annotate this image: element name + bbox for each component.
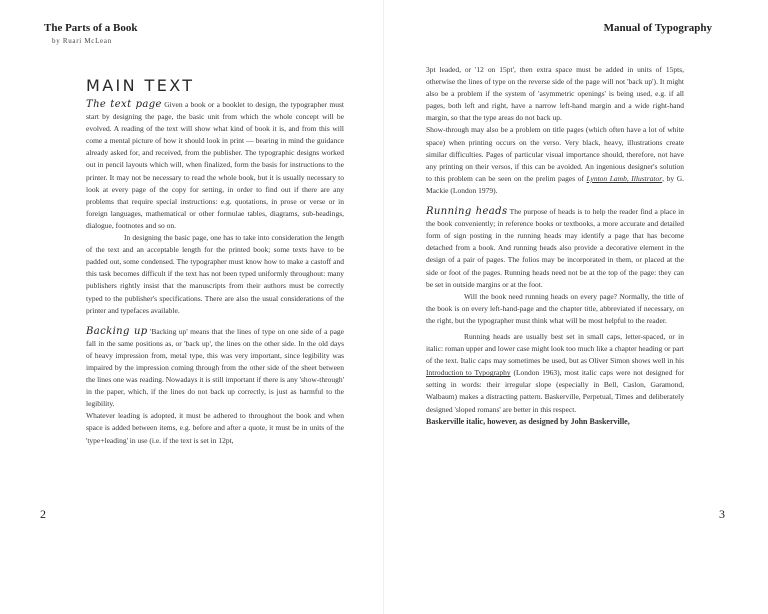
subheading-running-heads: Running heads [426, 206, 508, 218]
book-title-reference-2: Introduction to Typography [426, 368, 511, 378]
show-through-paragraph [426, 124, 684, 197]
running-head-right: Manual of Typography [603, 22, 712, 34]
subheading-backing-up: Backing up [86, 325, 148, 337]
page-number-left: 2 [40, 507, 46, 521]
running-head-left: The Parts of a Book [44, 22, 138, 34]
section-heading: MAIN TEXT [86, 76, 195, 95]
left-page-column [86, 76, 344, 447]
text-page-body: Given a book or a booklet to design, the typographer must start by designing the page, the basic unit from which the whole concept will be evolved. A reading of the text will show what kind of book it is, and from this will come a mental picture of how it should look in print — bearing in mind the guidance already asked for, and received, from the publisher. The typographic designs worked out in pencil layouts which will, when finalized, form the basis for instructions to the printer. It may not be necessary to read the whole book, but it is usually necessary to look at every page of the copy for setting, in order to find out if there are any problems that require special instructions: e.g. quotations, in prose or verse or in foreign languages, mathematical or other formulae tables, diagrams, sub-headings, dialogue, footnotes and so on. [86, 100, 344, 230]
subheading-text-page: The text page [86, 99, 162, 110]
basic-page-paragraph: In designing the basic page, one has to take into consideration the length of the text and an acceptable length for the printed book; some texts have to be padded out, some condensed. The typographer must know how to make a castoff and this task becomes difficult if the text has not been typed uniformly throughout: many publishers rightly insist that the manuscripts from their authors must be correctly typed to the publisher's specifications. There are also the usual considerations of the printer and typefaces available. [86, 233, 344, 315]
gutter-divider [383, 0, 384, 614]
spacer [86, 317, 344, 326]
every-page-paragraph: Will the book need running heads on every page? Normally, the title of the book is on every left-hand-page and the chapter title, abbreviated if necessary, on the right, but the typographer must think what will be most helpful to the reader. [426, 291, 684, 325]
spacer [426, 197, 684, 206]
show-through-text: Show-through may also be a problem on title pages (which often have a lot of white space) when printing occurs on the verso. Very black, heavy, illustrations create similar difficulties. Pages of particular visual importance should, therefore, not have any printing on their versos, if this can be avoided. An ingenious designer's solution to this problem can be seen on the prelim pages of [426, 125, 684, 183]
right-page-column [426, 64, 684, 428]
small-caps-text-end: (London 1963), most italic caps were not designed for setting in words: their irregular slope (especially in Bell, Caslon, Garamond, Walbaum) makes a distracting pattern. Baskerville, Perpetual, Times and deliberately designed 'sloped romans' are better in this respect. [426, 368, 684, 414]
running-heads-paragraph [426, 206, 684, 291]
continuation-paragraph: 3pt leaded, or '12 on 15pt', then extra space must be added in units of 15pts, otherwise the lines of type on the reverse side of the page will not 'back up'). It might also be a problem if the system of 'asymmetric openings' is being used, e.g. if all pages, both left and right, have a narrow left-hand margin and a wide right-hand margin, so that the type areas do not back up. [426, 65, 684, 123]
backing-up-paragraph [86, 326, 344, 411]
leading-paragraph: Whatever leading is adopted, it must be adhered to throughout the book and when space is added between items, e.g. before and after a quote, it must be in units of the 'type+leading' in use (i.e. if the text is set in 12pt, [86, 411, 344, 445]
baskerville-line: Baskerville italic, however, as designed by John Baskerville, [426, 416, 630, 426]
small-caps-paragraph [426, 331, 684, 416]
backing-up-body: 'Backing up' means that the lines of type on one side of a page fall in the same positions as, or 'back up', the lines on the other side. In the old days of heavy impression from, metal type, this was very important, since legibility was impaired by the impression coming through from the other side of the sheet between the lines one was reading. Nowadays it is still important if there is any 'show-through' in the paper, which, if the lines do not back up correctly, is just as harmful to the legibility. [86, 326, 344, 409]
show-through-text-end: , by G. Mackie (London 1979). [426, 173, 684, 195]
running-head-author: by Ruari McLean [52, 37, 112, 45]
text-page-paragraph [86, 99, 344, 232]
running-heads-body: The purpose of heads is to help the reader find a place in the book conveniently; in reference books or textbooks, a more accurate and detailed form of sign posting in the running heads may identify a page that has become detached from a book. And running heads also provide a decorative element in the design of a pair of pages. The folios may be incorporated in them, or placed at the side or foot of the pages. Running heads need not be at the top of the page: they can be set in outside margins or at the foot. [426, 207, 684, 289]
page-number-right: 3 [719, 507, 725, 521]
book-title-reference: Lynton Lamb, Illustrator [586, 173, 663, 183]
small-caps-text: Running heads are usually best set in small caps, letter-spaced, or in italic: roman upper and lower case might look too much like a chapter heading or part of the text. Italic caps may sometimes be used, but as Oliver Simon shows well in his [426, 331, 684, 366]
